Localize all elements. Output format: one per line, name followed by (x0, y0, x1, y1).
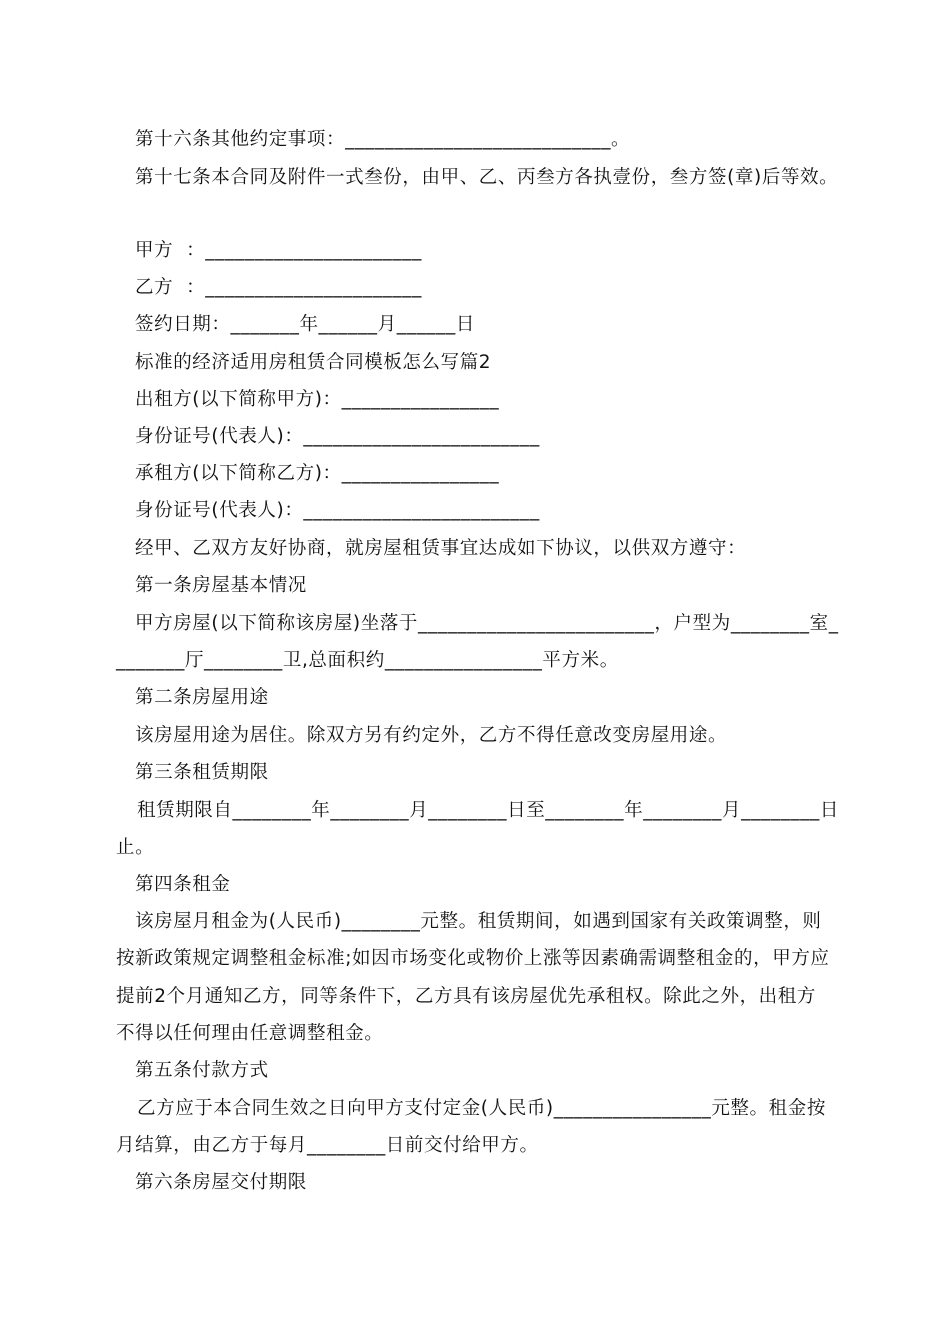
article-5-text-line-1: 乙方应于本合同生效之日向甲方支付定金(人民币)________________元整。租金按 (137, 1098, 826, 1119)
lessor-id-field: 身份证号(代表人)：________________________ (135, 426, 540, 447)
lessee-field: 承租方(以下简称乙方)：________________ (135, 463, 500, 484)
article-5-title: 第五条付款方式 (135, 1060, 269, 1081)
article-5-text-line-2: 月结算，由乙方于每月________日前交付给甲方。 (116, 1135, 539, 1156)
article-4-text-line-2: 按新政策规定调整租金标准;如因市场变化或物价上涨等因素确需调整租金的，甲方应 (116, 948, 830, 969)
section-heading: 标准的经济适用房租赁合同模板怎么写篇2 (135, 352, 492, 373)
party-a-signature: 甲方 ：______________________ (135, 240, 422, 261)
article-3-title: 第三条租赁期限 (135, 762, 269, 783)
agreement-intro: 经甲、乙双方友好协商，就房屋租赁事宜达成如下协议，以供双方遵守： (135, 538, 747, 559)
article-2-title: 第二条房屋用途 (135, 687, 269, 708)
article-4-text-line-1: 该房屋月租金为(人民币)________元整。租赁期间，如遇到国家有关政策调整，则 (135, 911, 822, 932)
party-b-signature: 乙方 ：______________________ (135, 277, 422, 298)
article-1-title: 第一条房屋基本情况 (135, 575, 307, 596)
clause-16: 第十六条其他约定事项：___________________________。 (135, 129, 631, 150)
article-1-text-line-1: 甲方房屋(以下简称该房屋)坐落于________________________，户型为________室_ (135, 613, 839, 634)
article-4-text-line-4: 不得以任何理由任意调整租金。 (116, 1023, 384, 1044)
article-1-text-line-2: _______厅________卫,总面积约________________平方米。 (116, 650, 619, 671)
lessee-id-field: 身份证号(代表人)：________________________ (135, 500, 540, 521)
article-4-text-line-3: 提前2个月通知乙方，同等条件下，乙方具有该房屋优先承租权。除此之外，出租方 (116, 986, 816, 1007)
article-3-text-line-1: 租赁期限自________年________月________日至________年________月________日 (137, 800, 840, 821)
article-2-text: 该房屋用途为居住。除双方另有约定外，乙方不得任意改变房屋用途。 (135, 725, 728, 746)
signing-date: 签约日期：_______年______月______日 (135, 314, 475, 335)
article-3-text-line-2: 止。 (116, 837, 155, 858)
article-6-title: 第六条房屋交付期限 (135, 1172, 307, 1193)
article-4-title: 第四条租金 (135, 874, 231, 895)
lessor-field: 出租方(以下简称甲方)：________________ (135, 389, 500, 410)
clause-17: 第十七条本合同及附件一式叁份，由甲、乙、丙叁方各执壹份，叁方签(章)后等效。 (135, 167, 839, 188)
